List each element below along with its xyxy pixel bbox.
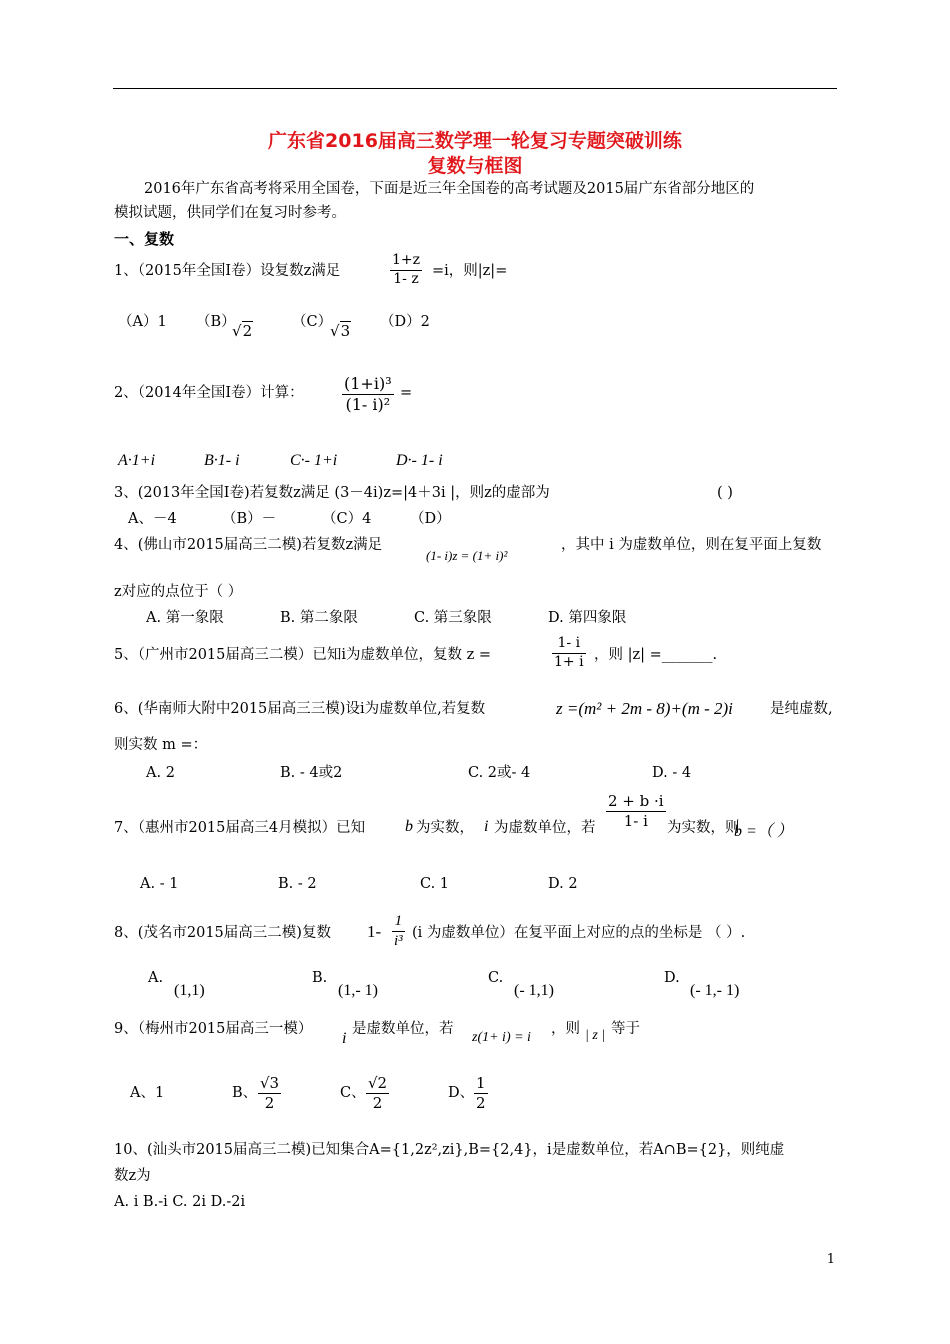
q2-stem: 2、（2014年全国Ⅰ卷）计算： — [114, 385, 304, 401]
q2-tail: = — [400, 385, 413, 401]
q1-option-b: （B） — [196, 314, 236, 330]
q9-option-d: D、 — [448, 1085, 475, 1101]
q1-c-radicand: 3 — [340, 322, 351, 340]
q9-d-numerator: 1 — [476, 1074, 486, 1092]
q8-option-d-value: (- 1,- 1) — [690, 982, 740, 999]
q7-denominator: 1- i — [623, 811, 648, 830]
page-number: 1 — [826, 1252, 835, 1267]
q9-option-d-fraction — [474, 1074, 488, 1113]
q3-stem: 3、(2013年全国Ⅰ卷)若复数z满足 (3－4i)z=|4＋3i |，则z的虚部为 — [114, 485, 550, 501]
q1-option-a: （A）1 — [118, 314, 167, 330]
q8-denominator: i³ — [394, 932, 403, 949]
q1-option-c-sqrt: √3 — [330, 322, 351, 340]
q7-option-c: C. 1 — [420, 876, 450, 892]
q5-tail: ，则 |z| =_______. — [594, 647, 718, 663]
q9-option-a: A、1 — [130, 1085, 165, 1101]
q8-tail: (i 为虚数单位）在复平面上对应的点的坐标是 （ ）. — [412, 925, 746, 941]
q1-numerator: 1+z — [390, 252, 422, 271]
q5-fraction — [552, 635, 586, 671]
q9-tail: ，则 — [551, 1021, 580, 1037]
q1-denominator: 1- z — [393, 270, 419, 287]
q2-option-a: A·1+i — [118, 452, 156, 469]
doc-subtitle: 复数与框图 — [427, 155, 523, 177]
q7-stem: 7、（惠州市2015届高三4月模拟）已知 — [114, 820, 366, 836]
q4-option-d: D. 第四象限 — [548, 610, 627, 626]
q6-equation: z =(m² + 2m - 8)+(m - 2)i — [556, 699, 733, 718]
q6-stem: 6、(华南师大附中2015届高三三模)设i为虚数单位,若复数 — [114, 701, 486, 717]
q4-line-2: z对应的点位于（ ） — [114, 584, 243, 600]
q8-expr-prefix: 1- — [367, 922, 382, 941]
q7-var-i: i — [484, 818, 489, 835]
q4-option-c: C. 第三象限 — [414, 610, 492, 626]
q1-option-c: （C） — [292, 314, 333, 330]
q7-var-b: b — [405, 818, 413, 835]
q8-option-b: B. — [312, 970, 328, 986]
q7-tail: 为实数，则 — [667, 820, 740, 836]
q2-option-b: B·1- i — [204, 452, 240, 469]
q9-c-numerator: √2 — [368, 1074, 388, 1092]
q1-b-radicand: 2 — [242, 322, 253, 340]
section-heading-complex: 一、复数 — [114, 230, 175, 248]
q3-option-c: （C）4 — [322, 511, 372, 527]
q4-stem: 4、(佛山市2015届高三二模)若复数z满足 — [114, 537, 383, 553]
q7-option-b: B. - 2 — [278, 876, 317, 892]
q10-line-1: 10、(汕头市2015届高三二模)已知集合A={1,2z²,zi},B={2,4}，i是虚数单位，若A∩B={2}，则纯虚 — [114, 1142, 785, 1158]
q6-line-2: 则实数 m =： — [114, 737, 208, 753]
q8-option-c: C. — [488, 970, 504, 986]
q9-equation: z(1+ i) = i — [472, 1030, 531, 1045]
q9-option-b: B、 — [232, 1085, 258, 1101]
q1-option-d: （D）2 — [380, 314, 430, 330]
q8-stem: 8、(茂名市2015届高三二模)复数 — [114, 925, 331, 941]
q6-option-a: A. 2 — [146, 765, 175, 781]
q10-options: A. i B.-i C. 2i D.-2i — [114, 1194, 246, 1210]
q9-b-denominator: 2 — [264, 1093, 275, 1112]
q1-fraction — [390, 252, 422, 288]
q1-tail: =i，则|z|= — [432, 263, 508, 279]
q9-stem: 9、（梅州市2015届高三一模） — [114, 1021, 313, 1037]
doc-title: 广东省2016届高三数学理一轮复习专题突破训练 — [268, 130, 682, 152]
q7-fraction — [606, 792, 666, 831]
q7-option-d: D. 2 — [548, 876, 578, 892]
q8-option-a: A. — [148, 970, 164, 986]
q5-denominator: 1+ i — [554, 653, 584, 670]
q9-abs-z: | z | — [585, 1028, 606, 1043]
q8-option-c-value: (- 1,1) — [514, 982, 554, 999]
q9-option-c: C、 — [340, 1085, 366, 1101]
q6-option-d: D. - 4 — [652, 765, 692, 781]
q6-option-b: B. - 4或2 — [280, 765, 343, 781]
q3-option-a: A、－4 — [128, 511, 177, 527]
q8-option-b-value: (1,- 1) — [338, 982, 378, 999]
q9-option-b-fraction — [258, 1074, 281, 1113]
q2-numerator: (1+i)³ — [344, 374, 392, 393]
intro-line-1: 2016年广东省高考将采用全国卷，下面是近三年全国卷的高考试题及2015届广东省部分地区的 — [144, 181, 755, 197]
q4-tail: ，其中 i 为虚数单位，则在复平面上复数 — [561, 537, 822, 553]
q8-fraction — [392, 912, 405, 951]
q2-fraction — [342, 374, 394, 415]
q8-option-d: D. — [664, 970, 680, 986]
q2-denominator: (1- i)² — [345, 395, 391, 414]
q4-option-b: B. 第二象限 — [280, 610, 358, 626]
q8-numerator: 1 — [392, 912, 405, 932]
q7-mid2: 为虚数单位，若 — [494, 820, 596, 836]
q9-option-c-fraction — [366, 1074, 389, 1113]
q9-mid: 是虚数单位，若 — [352, 1021, 454, 1037]
q5-numerator: 1- i — [552, 635, 586, 654]
q3-option-d: （D） — [410, 511, 451, 527]
q9-var-i: i — [342, 1030, 347, 1047]
q7-tail-2: b =（ ） — [734, 823, 793, 840]
q7-option-a: A. - 1 — [140, 876, 179, 892]
q7-mid: 为实数， — [416, 820, 474, 836]
q3-answer-blank: ( ) — [717, 485, 733, 501]
header-rule — [113, 88, 837, 89]
q7-numerator: 2 + b ·i — [608, 792, 664, 810]
q9-b-numerator: √3 — [260, 1074, 280, 1092]
q2-option-c: C·- 1+i — [290, 452, 338, 469]
q1-option-b-sqrt: √2 — [232, 322, 253, 340]
q1-stem: 1、（2015年全国Ⅰ卷）设复数z满足 — [114, 263, 341, 279]
q6-tail: 是纯虚数, — [770, 701, 833, 717]
q2-option-d: D·- 1- i — [396, 452, 443, 469]
q9-d-denominator: 2 — [476, 1093, 486, 1112]
q5-stem: 5、（广州市2015届高三二模）已知i为虚数单位，复数 z = — [114, 647, 492, 663]
q6-option-c: C. 2或- 4 — [468, 765, 531, 781]
q8-option-a-value: (1,1) — [174, 982, 205, 999]
q4-option-a: A. 第一象限 — [146, 610, 224, 626]
q9-tail-2: 等于 — [611, 1021, 640, 1037]
q9-c-denominator: 2 — [372, 1093, 383, 1112]
q4-equation: (1- i)z = (1+ i)² — [426, 548, 508, 563]
intro-line-2: 模拟试题，供同学们在复习时参考。 — [114, 205, 346, 221]
q10-line-2: 数z为 — [114, 1168, 151, 1184]
q3-option-b: （B）－ — [222, 511, 277, 527]
